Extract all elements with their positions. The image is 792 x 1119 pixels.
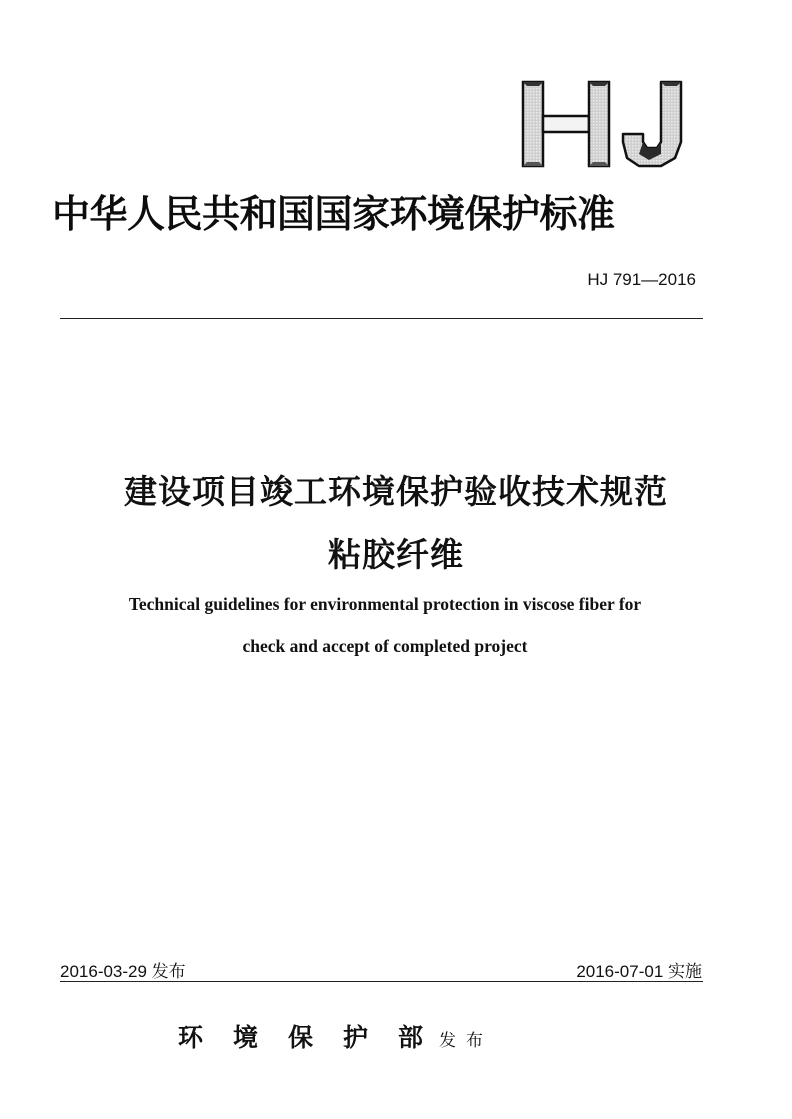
publisher-action: 发布	[439, 1031, 494, 1051]
title-english-line2: check and accept of completed project	[242, 636, 528, 656]
bottom-divider	[60, 981, 703, 982]
title-english-line1: Technical guidelines for environmental protection in viscose fiber for	[128, 594, 642, 614]
implementation-date: 2016-07-01 实施	[576, 962, 702, 981]
issue-date: 2016-03-29 发布	[60, 962, 186, 981]
title-chinese-main: 建设项目竣工环境保护验收技术规范	[124, 472, 668, 511]
top-divider	[60, 318, 703, 319]
standard-number: HJ 791—2016	[587, 270, 696, 289]
hj-emblem-logo	[515, 76, 695, 172]
title-chinese-sub: 粘胶纤维	[328, 535, 464, 574]
publisher-line	[178, 1018, 493, 1054]
standard-category-title: 中华人民共和国国家环境保护标准	[52, 191, 615, 236]
publisher-name: 环境保护部	[178, 1023, 454, 1052]
